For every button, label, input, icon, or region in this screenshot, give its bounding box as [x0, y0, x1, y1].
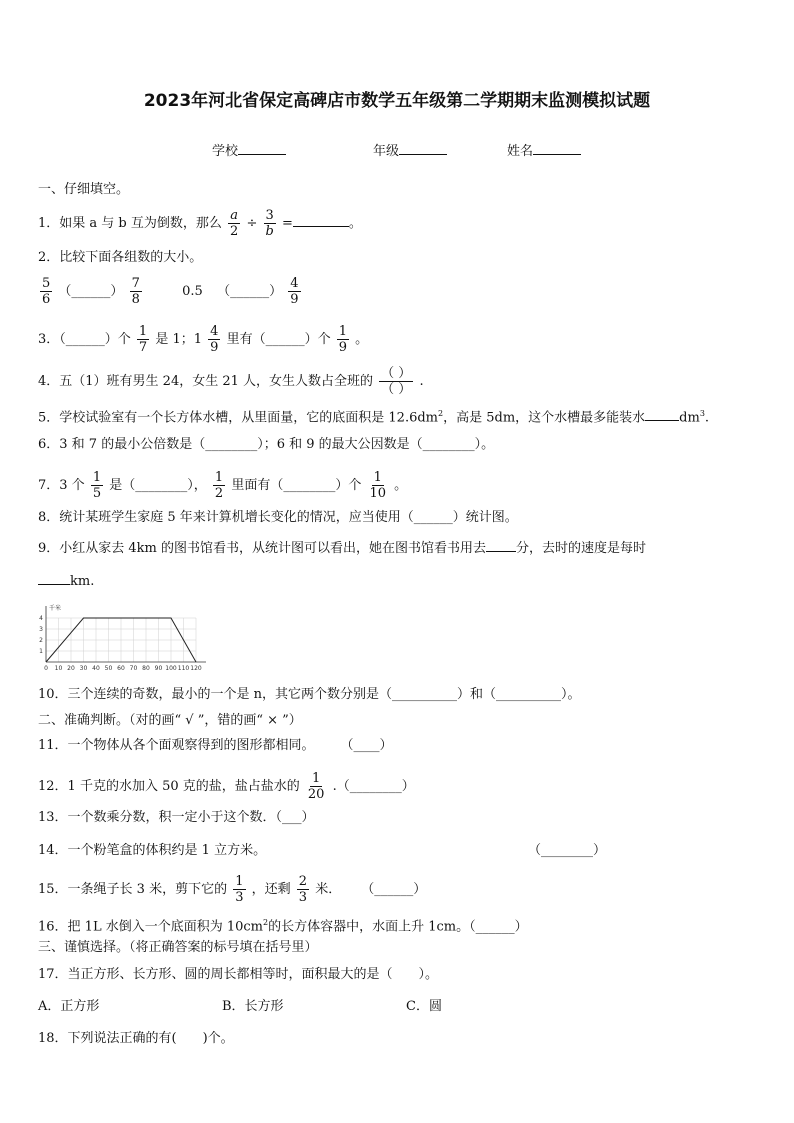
fraction-4-9: $\frac{4}{9}$: [210, 324, 219, 355]
question-4: 4．五（1）班有男生 24，女生 21 人，女生人数占全班的 $\frac{( )}{( )}$ .: [38, 366, 424, 397]
question-9-cont: km.: [38, 572, 94, 592]
name-field: [507, 140, 581, 159]
x-tick-label: 60: [117, 665, 125, 672]
question-8: 8．统计某班学生家庭 5 年来计算机增长变化的情况，应当使用（______）统计图。: [38, 510, 518, 525]
fraction-5-6: $\frac{5}{6}$: [42, 276, 51, 307]
question-14: 14．一个粉笔盒的体积约是 1 立方米。: [38, 843, 267, 858]
y-tick-label: 2: [39, 637, 43, 644]
x-tick-label: 40: [92, 665, 100, 672]
question-16: 16．把 1L 水倒入一个底面积为 $10cm^2$的长方体容器中，水面上升 1cm。（______）: [38, 918, 528, 935]
section-2-heading: 二、准确判断。（对的画“ √ ”，错的画“ × ”）: [38, 713, 302, 728]
question-13: 13．一个数乘分数，积一定小于这个数．（___）: [38, 810, 315, 825]
x-tick-label: 100: [165, 665, 177, 672]
y-tick-label: 1: [39, 648, 43, 655]
page-title: 2023年河北省保定高碑店市数学五年级第二学期期末监测模拟试题: [143, 91, 651, 111]
distance-time-chart: [34, 604, 214, 672]
x-tick-label: 90: [154, 665, 163, 672]
fraction-1-9: $\frac{1}{9}$: [338, 324, 348, 355]
x-tick-label: 80: [142, 665, 150, 672]
fraction-7-8: $\frac{7}{8}$: [131, 276, 140, 307]
answer-fraction[interactable]: $\frac{( )}{( )}$: [381, 366, 412, 397]
option-a[interactable]: A．正方形: [38, 999, 100, 1014]
compare-blank-2[interactable]: （______）: [217, 284, 283, 299]
grade-field: [373, 140, 447, 159]
question-12: 12．1 千克的水加入 50 克的盐，盐占盐水的 $\frac{1}{20}$ .（________）: [38, 771, 415, 802]
fraction-1-5: $\frac{1}{5}$: [92, 470, 102, 501]
question-15: 15．一条绳子长 3 米，剪下它的 $\frac{1}{3}$ ，还剩 $\frac{2}{3}$ 米． （______）: [38, 874, 427, 905]
x-tick-label: 10: [54, 665, 63, 672]
fraction-1-2: $\frac{1}{2}$: [214, 470, 224, 501]
y-tick-label: 4: [39, 615, 43, 622]
question-1: 1．如果 a 与 b 互为倒数，那么 $\frac{a}{2}$ ÷ $\frac{3}{b}$ = 。: [38, 208, 362, 239]
fraction-1-7: $\frac{1}{7}$: [138, 324, 148, 355]
x-tick-label: 120: [190, 665, 202, 672]
section-3-heading: 三、谨慎选择。（将正确答案的标号填在括号里）: [38, 940, 318, 955]
x-tick-label: 70: [129, 665, 138, 672]
question-14-answer[interactable]: （________）: [528, 843, 607, 858]
school-label: 学校: [212, 144, 239, 159]
name-blank[interactable]: [533, 141, 581, 155]
answer-blank[interactable]: [293, 214, 349, 227]
question-7: 7．3 个 $\frac{1}{5}$ 是（________）， $\frac{1}{2}$ 里面有（________）个 $\frac{1}{10}$ 。: [38, 470, 408, 501]
question-2-comparisons: [38, 276, 303, 307]
name-label: 姓名: [507, 144, 534, 159]
question-6: 6．3 和 7 的最小公倍数是（________）；6 和 9 的最大公因数是（________）。: [38, 437, 495, 452]
y-axis-label: 千米: [49, 605, 62, 612]
fraction-a-over-2: $\frac{a}{2}$: [230, 208, 239, 239]
y-tick-label: 3: [39, 626, 43, 633]
question-17: 17．当正方形、长方形、圆的周长都相等时，面积最大的是（ ）。: [38, 967, 439, 982]
fraction-1-10: $\frac{1}{10}$: [369, 470, 387, 501]
option-b[interactable]: B．长方形: [222, 999, 284, 1014]
x-tick-label: 20: [67, 665, 75, 672]
x-tick-label: 110: [177, 665, 190, 672]
question-3: 3．（______）个 $\frac{1}{7}$ 是 1；1 $\frac{4}{9}$ 里有（______）个 $\frac{1}{9}$ 。: [38, 324, 369, 355]
fraction-1-3: $\frac{1}{3}$: [235, 874, 244, 905]
fraction-1-20: $\frac{1}{20}$: [307, 771, 325, 802]
school-blank[interactable]: [238, 141, 286, 155]
speed-blank[interactable]: [38, 572, 70, 585]
option-c[interactable]: C．圆: [406, 999, 442, 1014]
decimal-0-5: 0.5: [182, 284, 203, 299]
question-2: 2．比较下面各组数的大小。: [38, 250, 203, 265]
minutes-blank[interactable]: [486, 539, 516, 552]
question-5: 5．学校试验室有一个长方体水槽，从里面量，它的底面积是 $12.6dm^2$，高是 5dm，这个水槽最多能装水 $dm^3$.: [38, 409, 710, 426]
compare-blank-1[interactable]: （______）: [58, 284, 124, 299]
question-11: 11．一个物体从各个面观察得到的图形都相同。 （____）: [38, 738, 393, 753]
x-tick-label: 30: [79, 665, 88, 672]
question-10: 10．三个连续的奇数，最小的一个是 n，其它两个数分别是（__________）和（__________）。: [38, 687, 581, 702]
question-18: 18．下列说法正确的有( )个。: [38, 1031, 234, 1046]
x-tick-label: 0: [44, 665, 48, 672]
x-tick-label: 50: [104, 665, 113, 672]
fraction-2-3: $\frac{2}{3}$: [298, 874, 308, 905]
section-1-heading: 一、仔细填空。: [38, 182, 130, 197]
answer-blank[interactable]: [645, 408, 679, 421]
grade-blank[interactable]: [399, 141, 447, 155]
question-9: 9．小红从家去 4km 的图书馆看书，从统计图可以看出，她在图书馆看书用去 分，去时的速度是每时: [38, 541, 647, 556]
grade-label: 年级: [373, 144, 400, 159]
fraction-4-9: $\frac{4}{9}$: [290, 276, 299, 307]
school-field: [212, 140, 286, 159]
fraction-3-over-b: $\frac{3}{b}$: [265, 208, 274, 239]
